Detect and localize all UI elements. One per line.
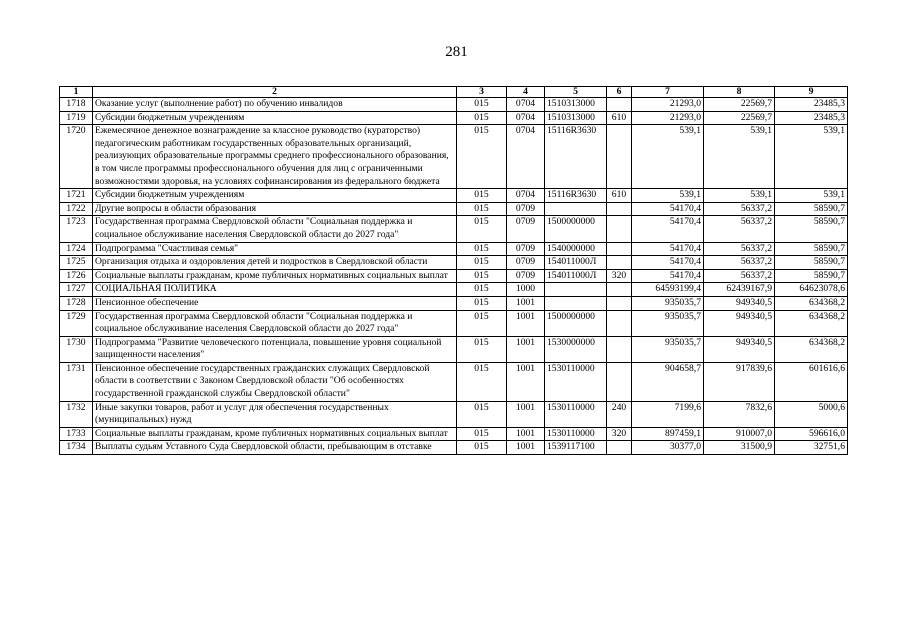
row-number: 1729 (60, 310, 93, 336)
value-2027: 23485,3 (775, 111, 848, 125)
target-code: 15116R3630 (545, 125, 607, 189)
table-row (60, 310, 848, 336)
row-number: 1725 (60, 256, 93, 270)
row-name: Оказание услуг (выполнение работ) по обучению инвалидов (93, 98, 457, 112)
admin-code: 015 (457, 256, 507, 270)
value-2025: 935035,7 (632, 336, 704, 362)
value-2027: 596616,0 (775, 427, 848, 441)
row-name: Выплаты судьям Уставного Суда Свердловской области, пребывающим в отставке (93, 441, 457, 455)
target-code: 1500000000 (545, 216, 607, 242)
table-row (60, 401, 848, 427)
admin-code: 015 (457, 216, 507, 242)
section-code: 0704 (507, 98, 545, 112)
target-code: 1530000000 (545, 336, 607, 362)
section-code: 0709 (507, 256, 545, 270)
row-name: Иные закупки товаров, работ и услуг для обеспечения государственных (муниципальных) нужд (93, 401, 457, 427)
target-code (545, 202, 607, 216)
row-name: Пенсионное обеспечение (93, 296, 457, 310)
expense-type (607, 125, 632, 189)
table-row (60, 362, 848, 401)
value-2027: 64623078,6 (775, 283, 848, 297)
expense-type (607, 362, 632, 401)
value-2027: 58590,7 (775, 269, 848, 283)
row-number: 1718 (60, 98, 93, 112)
admin-code: 015 (457, 242, 507, 256)
value-2026: 31500,9 (704, 441, 775, 455)
row-number: 1728 (60, 296, 93, 310)
expense-type (607, 202, 632, 216)
admin-code: 015 (457, 362, 507, 401)
row-number: 1720 (60, 125, 93, 189)
value-2026: 949340,5 (704, 296, 775, 310)
value-2025: 54170,4 (632, 242, 704, 256)
value-2025: 935035,7 (632, 310, 704, 336)
admin-code: 015 (457, 189, 507, 203)
value-2026: 22569,7 (704, 111, 775, 125)
target-code: 154011000Л (545, 269, 607, 283)
value-2025: 904658,7 (632, 362, 704, 401)
value-2026: 56337,2 (704, 202, 775, 216)
target-code (545, 283, 607, 297)
row-number: 1721 (60, 189, 93, 203)
value-2026: 7832,6 (704, 401, 775, 427)
value-2027: 634368,2 (775, 310, 848, 336)
value-2025: 54170,4 (632, 202, 704, 216)
target-code: 1500000000 (545, 310, 607, 336)
row-name: СОЦИАЛЬНАЯ ПОЛИТИКА (93, 283, 457, 297)
table-row (60, 269, 848, 283)
table-row (60, 256, 848, 270)
row-name: Ежемесячное денежное вознаграждение за классное руководство (кураторство) педагогическим работникам государственных образовательных организаций, реализующих образовательные программы среднего профессионального образования, в том числе программы профессионального обучения для лиц с ограниченными возможностями здоровья, на условиях софинансирования из федерального бюджета (93, 125, 457, 189)
value-2025: 539,1 (632, 189, 704, 203)
table-row (60, 242, 848, 256)
admin-code: 015 (457, 427, 507, 441)
admin-code: 015 (457, 310, 507, 336)
row-name: Подпрограмма "Счастливая семья" (93, 242, 457, 256)
col-header: 7 (632, 87, 704, 98)
admin-code: 015 (457, 441, 507, 455)
row-name: Другие вопросы в области образования (93, 202, 457, 216)
row-name: Государственная программа Свердловской области "Социальная поддержка и социальное обслуживание населения Свердловской области до 2027 года" (93, 216, 457, 242)
section-code: 1001 (507, 296, 545, 310)
row-number: 1730 (60, 336, 93, 362)
table-row (60, 98, 848, 112)
value-2026: 62439167,9 (704, 283, 775, 297)
row-name: Подпрограмма "Развитие человеческого потенциала, повышение уровня социальной защищенности населения" (93, 336, 457, 362)
value-2026: 56337,2 (704, 216, 775, 242)
expense-type (607, 216, 632, 242)
section-code: 1001 (507, 362, 545, 401)
value-2026: 539,1 (704, 125, 775, 189)
expense-type: 610 (607, 189, 632, 203)
row-number: 1719 (60, 111, 93, 125)
col-header: 1 (60, 87, 93, 98)
page-number: 281 (445, 44, 468, 60)
value-2026: 949340,5 (704, 310, 775, 336)
section-code: 1001 (507, 427, 545, 441)
expense-type: 320 (607, 427, 632, 441)
section-code: 1001 (507, 310, 545, 336)
row-number: 1734 (60, 441, 93, 455)
expense-type (607, 336, 632, 362)
expense-type: 320 (607, 269, 632, 283)
value-2026: 56337,2 (704, 242, 775, 256)
budget-table (59, 86, 848, 455)
value-2025: 54170,4 (632, 256, 704, 270)
target-code: 154011000Л (545, 256, 607, 270)
section-code: 0709 (507, 202, 545, 216)
value-2027: 634368,2 (775, 296, 848, 310)
target-code: 1530110000 (545, 362, 607, 401)
value-2026: 56337,2 (704, 256, 775, 270)
row-name: Субсидии бюджетным учреждениям (93, 189, 457, 203)
value-2026: 22569,7 (704, 98, 775, 112)
admin-code: 015 (457, 269, 507, 283)
col-header: 9 (775, 87, 848, 98)
value-2025: 54170,4 (632, 269, 704, 283)
admin-code: 015 (457, 125, 507, 189)
admin-code: 015 (457, 202, 507, 216)
section-code: 1000 (507, 283, 545, 297)
section-code: 1001 (507, 336, 545, 362)
table-row (60, 441, 848, 455)
expense-type (607, 441, 632, 455)
row-name: Организация отдыха и оздоровления детей и подростков в Свердловской области (93, 256, 457, 270)
table-row (60, 189, 848, 203)
value-2026: 539,1 (704, 189, 775, 203)
col-header: 2 (93, 87, 457, 98)
table-row (60, 283, 848, 297)
value-2026: 910007,0 (704, 427, 775, 441)
value-2027: 32751,6 (775, 441, 848, 455)
target-code: 1530110000 (545, 427, 607, 441)
value-2027: 58590,7 (775, 242, 848, 256)
expense-type (607, 310, 632, 336)
section-code: 0704 (507, 189, 545, 203)
row-number: 1732 (60, 401, 93, 427)
target-code: 1510313000 (545, 111, 607, 125)
expense-type (607, 296, 632, 310)
row-number: 1722 (60, 202, 93, 216)
admin-code: 015 (457, 401, 507, 427)
value-2027: 58590,7 (775, 216, 848, 242)
row-number: 1733 (60, 427, 93, 441)
value-2027: 23485,3 (775, 98, 848, 112)
target-code: 1530110000 (545, 401, 607, 427)
value-2027: 601616,6 (775, 362, 848, 401)
value-2025: 21293,0 (632, 111, 704, 125)
value-2027: 634368,2 (775, 336, 848, 362)
value-2027: 58590,7 (775, 202, 848, 216)
table-row (60, 296, 848, 310)
value-2025: 30377,0 (632, 441, 704, 455)
expense-type: 610 (607, 111, 632, 125)
row-name: Социальные выплаты гражданам, кроме публичных нормативных социальных выплат (93, 269, 457, 283)
col-header: 4 (507, 87, 545, 98)
value-2025: 7199,6 (632, 401, 704, 427)
value-2025: 935035,7 (632, 296, 704, 310)
section-code: 0704 (507, 111, 545, 125)
section-code: 1001 (507, 401, 545, 427)
expense-type (607, 283, 632, 297)
value-2025: 21293,0 (632, 98, 704, 112)
row-name: Пенсионное обеспечение государственных гражданских служащих Свердловской области в соответствии с Законом Свердловской области "Об особенностях государственной гражданской службы Свердловской области" (93, 362, 457, 401)
row-name: Государственная программа Свердловской области "Социальная поддержка и социальное обслуживание населения Свердловской области до 2027 года" (93, 310, 457, 336)
value-2025: 54170,4 (632, 216, 704, 242)
header-row (60, 87, 848, 98)
value-2025: 64593199,4 (632, 283, 704, 297)
admin-code: 015 (457, 98, 507, 112)
row-number: 1727 (60, 283, 93, 297)
value-2026: 56337,2 (704, 269, 775, 283)
value-2027: 539,1 (775, 189, 848, 203)
row-number: 1726 (60, 269, 93, 283)
section-code: 1001 (507, 441, 545, 455)
target-code (545, 296, 607, 310)
value-2026: 949340,5 (704, 336, 775, 362)
target-code: 1510313000 (545, 98, 607, 112)
value-2027: 5000,6 (775, 401, 848, 427)
table-row (60, 202, 848, 216)
value-2025: 897459,1 (632, 427, 704, 441)
target-code: 15116R3630 (545, 189, 607, 203)
table-row (60, 125, 848, 189)
row-number: 1724 (60, 242, 93, 256)
row-name: Субсидии бюджетным учреждениям (93, 111, 457, 125)
table-row (60, 427, 848, 441)
target-code: 1540000000 (545, 242, 607, 256)
target-code: 1539117100 (545, 441, 607, 455)
value-2027: 539,1 (775, 125, 848, 189)
admin-code: 015 (457, 336, 507, 362)
admin-code: 015 (457, 283, 507, 297)
value-2025: 539,1 (632, 125, 704, 189)
value-2026: 917839,6 (704, 362, 775, 401)
col-header: 6 (607, 87, 632, 98)
expense-type (607, 256, 632, 270)
section-code: 0704 (507, 125, 545, 189)
table-row (60, 336, 848, 362)
row-number: 1731 (60, 362, 93, 401)
admin-code: 015 (457, 111, 507, 125)
section-code: 0709 (507, 216, 545, 242)
col-header: 8 (704, 87, 775, 98)
row-name: Социальные выплаты гражданам, кроме публичных нормативных социальных выплат (93, 427, 457, 441)
expense-type (607, 98, 632, 112)
table-row (60, 111, 848, 125)
row-number: 1723 (60, 216, 93, 242)
table-row (60, 216, 848, 242)
col-header: 5 (545, 87, 607, 98)
expense-type: 240 (607, 401, 632, 427)
expense-type (607, 242, 632, 256)
admin-code: 015 (457, 296, 507, 310)
section-code: 0709 (507, 269, 545, 283)
section-code: 0709 (507, 242, 545, 256)
value-2027: 58590,7 (775, 256, 848, 270)
col-header: 3 (457, 87, 507, 98)
